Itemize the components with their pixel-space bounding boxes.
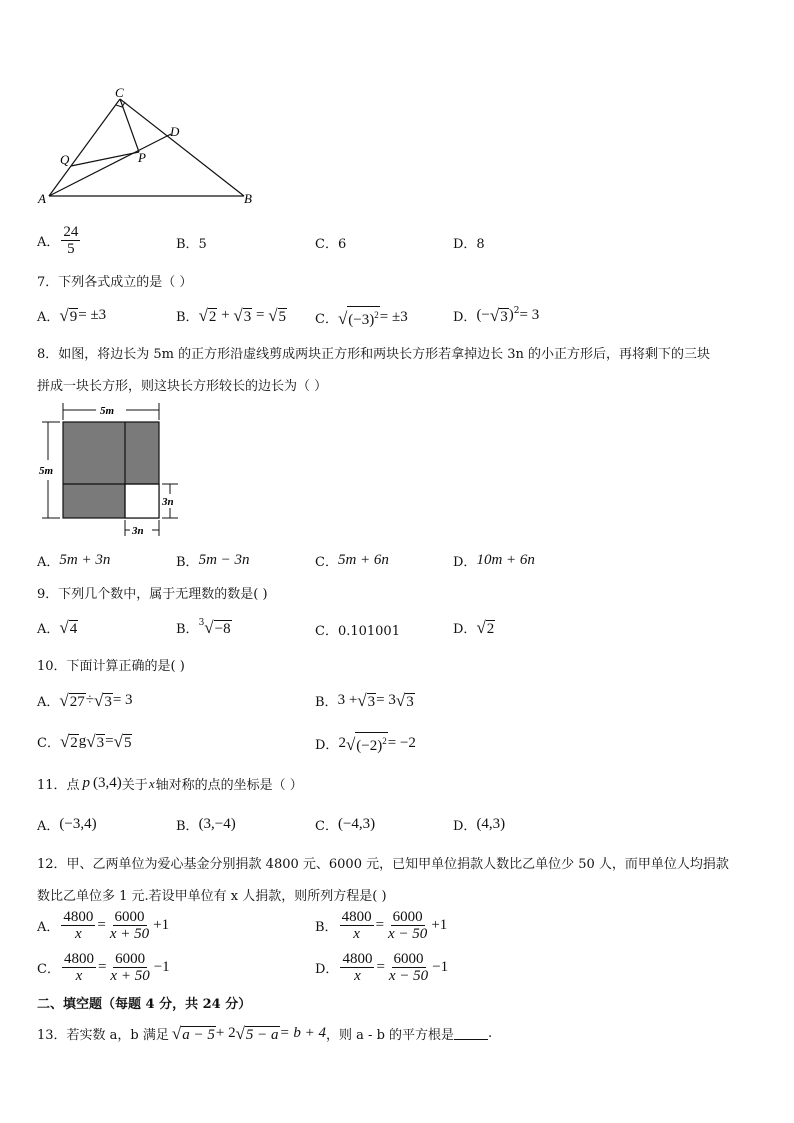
q12-option-d[interactable]: D． $\frac{4800}{x}$ = $\frac{6000}{x - 50}$ −1 <box>315 951 449 984</box>
dim-right: 3n <box>162 496 174 508</box>
q6-option-c[interactable]: C．6 <box>315 237 347 252</box>
q7-option-c[interactable]: C． √ $(-3)^2$ = ±3 <box>315 306 408 328</box>
label-A: A <box>38 191 46 206</box>
dim-left: 5m <box>39 465 54 477</box>
q11-option-b[interactable]: B． (3,−4) <box>176 816 236 834</box>
q7-stem: 7．下列各式成立的是（ ） <box>37 275 193 290</box>
q10-option-d[interactable]: D． 2 √ $(-2)^2$ = −2 <box>315 732 416 754</box>
q9-option-a[interactable]: A． √ 4 <box>37 617 78 637</box>
q10-stem: 10．下面计算正确的是( ) <box>37 659 185 674</box>
q6-option-b[interactable]: B．5 <box>176 237 207 252</box>
q12-stem-line2: 数比乙单位多 1 元.若设甲单位有 x 人捐款，则所列方程是( ) <box>37 889 387 904</box>
q12-option-c[interactable]: C． $\frac{4800}{x}$ = $\frac{6000}{x + 50}$ −1 <box>37 951 170 984</box>
q11-option-d[interactable]: D． (4,3) <box>453 816 506 834</box>
q9-option-c[interactable]: C．0.101001 <box>315 624 400 639</box>
q7-option-d[interactable]: D． (− √ 3 ) $^2$ = 3 <box>453 305 540 325</box>
q12-option-a[interactable]: A． $\frac{4800}{x}$ = $\frac{6000}{x + 50}$ +1 <box>37 909 170 942</box>
q12-option-b[interactable]: B． $\frac{4800}{x}$ = $\frac{6000}{x - 50}$ +1 <box>315 909 448 942</box>
q9-stem: 9．下列几个数中，属于无理数的数是( ) <box>37 587 268 602</box>
q6-option-d[interactable]: D．8 <box>453 237 485 252</box>
label-C: C <box>115 86 124 100</box>
q9-option-d[interactable]: D． √ 2 <box>453 617 495 637</box>
label-P: P <box>138 150 146 165</box>
q7-option-a[interactable]: A． √ 9 = ±3 <box>37 305 107 325</box>
q8-option-b[interactable]: B． 5m − 3n <box>176 552 250 570</box>
q10-option-c[interactable]: C． √ 2 g √ 3 = √ 5 <box>37 731 132 751</box>
answer-blank[interactable] <box>454 1027 488 1040</box>
triangle-figure <box>36 86 266 210</box>
dim-bottom: 3n <box>132 525 144 537</box>
q7-option-b[interactable]: B． √ 2 + √ 3 = √ 5 <box>176 305 287 325</box>
q8-option-c[interactable]: C． 5m + 6n <box>315 552 389 570</box>
q11-option-c[interactable]: C． (−4,3) <box>315 816 376 834</box>
q8-stem-line1: 8．如图，将边长为 5m 的正方形沿虚线剪成两块正方形和两块长方形若拿掉边长 3n 的小正方形后，再将剩下的三块 <box>37 347 711 362</box>
section-title-fill-blank: 二、填空题（每题 4 分，共 24 分） <box>37 997 252 1012</box>
square-figure <box>38 400 188 540</box>
q8-option-a[interactable]: A． 5m + 3n <box>37 552 111 570</box>
q9-option-b[interactable]: B． $^3$ √ −8 <box>176 617 231 637</box>
dim-top: 5m <box>100 405 115 417</box>
q11-stem: 11．点 p (3,4) 关于 x 轴对称的点的坐标是（ ） <box>37 775 303 793</box>
label-Q: Q <box>60 152 70 167</box>
q11-option-a[interactable]: A． (−3,4) <box>37 816 97 834</box>
q10-option-b[interactable]: B． 3 + √ 3 = 3 √ 3 <box>315 690 414 710</box>
q13-stem: 13．若实数 a，b 满足 √ a − 5 + 2 √ 5 − a = b + 4 ，则 a - b 的平方根是 . <box>37 1023 493 1043</box>
q8-stem-line2: 拼成一块长方形，则这块长方形较长的边长为（ ） <box>37 379 328 394</box>
label-D: D <box>170 124 180 139</box>
label-B: B <box>244 191 252 206</box>
q8-option-d[interactable]: D． 10m + 6n <box>453 552 535 570</box>
q10-option-a[interactable]: A． √ 27 ÷ √ 3 = 3 <box>37 690 133 710</box>
q6-option-a[interactable]: A． $\frac{24}{5}$ <box>37 224 79 257</box>
q12-stem-line1: 12．甲、乙两单位为爱心基金分别捐款 4800 元、6000 元，已知甲单位捐款人数比乙单位少 50 人，而甲单位人均捐款 <box>37 857 729 872</box>
